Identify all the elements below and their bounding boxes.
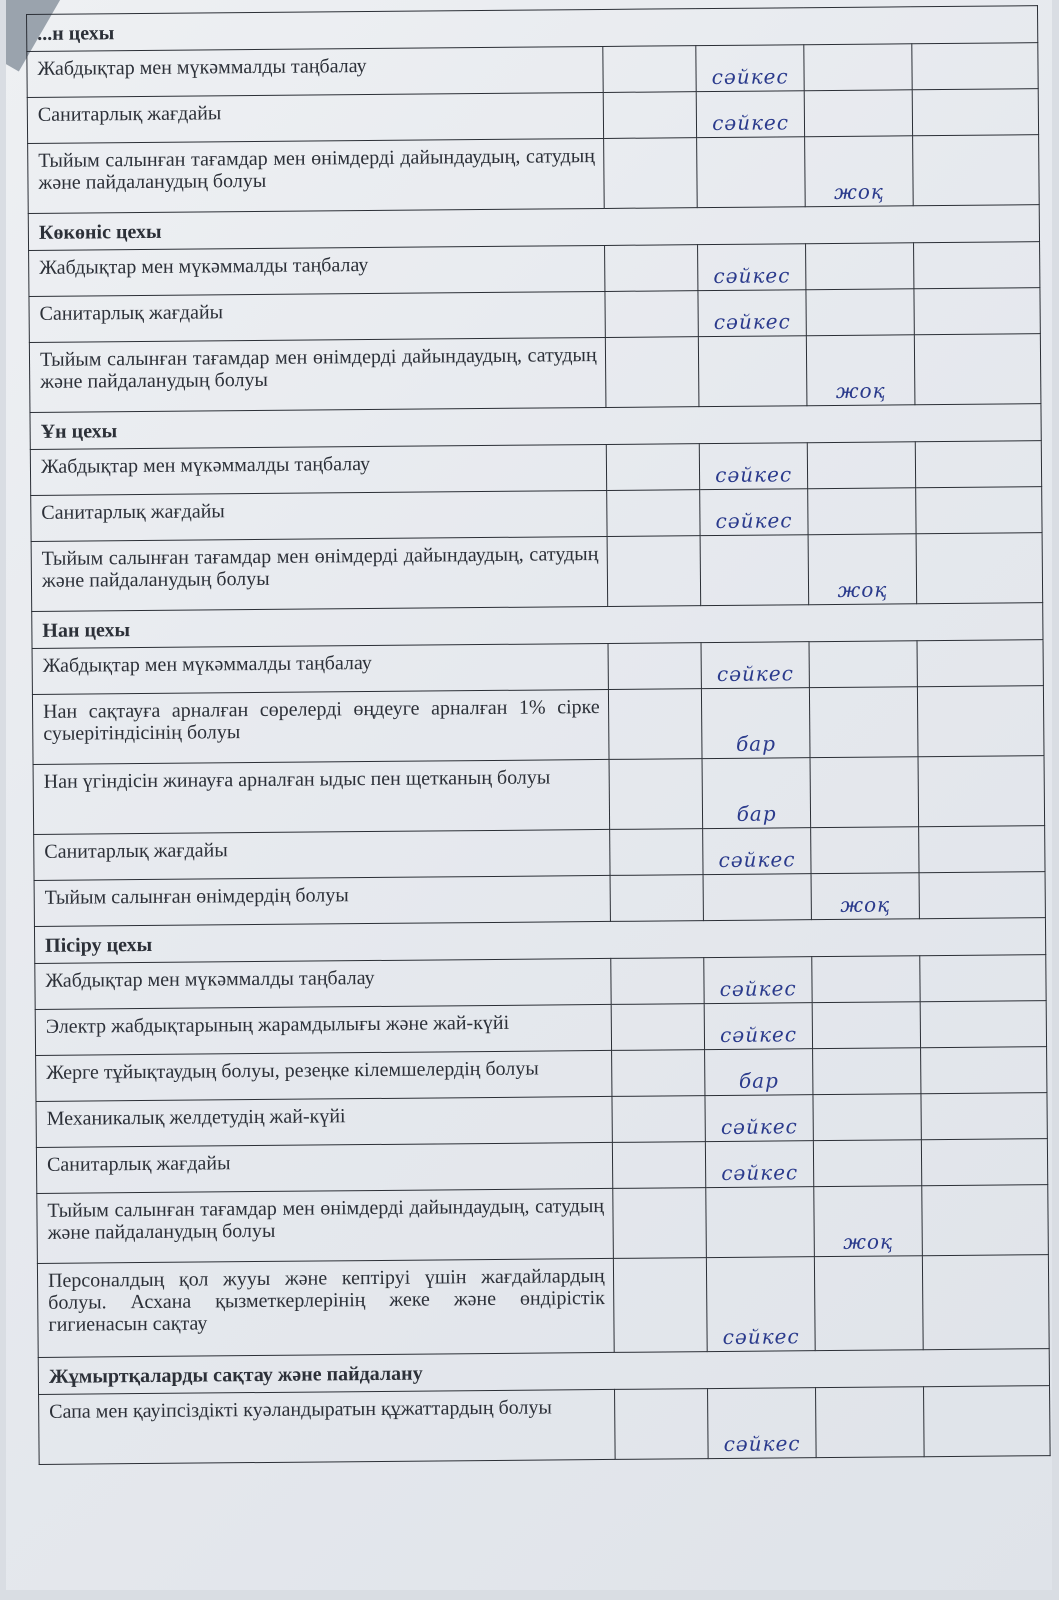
mark-cell bbox=[699, 336, 807, 407]
criterion-label: Тыйым салынған тағамдар мен өнімдерді дайындаудың, сатудың және пайдаланудың болуы bbox=[29, 337, 605, 412]
handwritten-mark: жоқ bbox=[833, 179, 885, 204]
mark-cell bbox=[912, 89, 1039, 136]
criterion-label: Санитарлық жағдайы bbox=[29, 291, 605, 342]
mark-cell bbox=[809, 687, 917, 758]
mark-cell bbox=[922, 1255, 1049, 1350]
mark-cell bbox=[698, 244, 806, 291]
mark-cell bbox=[610, 875, 704, 922]
mark-cell bbox=[605, 337, 699, 408]
section-title: Көкөніс цехы bbox=[28, 205, 1039, 251]
mark-cell bbox=[808, 488, 916, 535]
mark-cell bbox=[813, 1048, 921, 1095]
mark-cell bbox=[811, 873, 919, 920]
handwritten-mark: сәйкес bbox=[713, 263, 791, 289]
mark-cell bbox=[920, 955, 1047, 1002]
mark-cell bbox=[805, 136, 913, 207]
criterion-label: Нан үгіндісін жинауға арналған ыдыс пен щетканың болуы bbox=[33, 759, 609, 834]
handwritten-mark: сәйкес bbox=[713, 309, 791, 335]
handwritten-mark: жоқ bbox=[835, 378, 886, 403]
mark-cell bbox=[813, 1094, 921, 1141]
mark-cell bbox=[806, 289, 914, 336]
table-row bbox=[32, 686, 1044, 765]
criterion-label: Тыйым салынған өнімдердің болуы bbox=[34, 875, 610, 926]
mark-cell bbox=[813, 1140, 921, 1187]
mark-cell bbox=[700, 535, 808, 606]
mark-cell bbox=[706, 1187, 814, 1258]
mark-cell bbox=[612, 1096, 706, 1143]
section-title: Жұмыртқаларды сақтау және пайдалану bbox=[38, 1349, 1049, 1395]
criterion-label: Механикалық желдетудің жай-күйі bbox=[36, 1096, 612, 1147]
handwritten-mark: сәйкес bbox=[720, 1114, 798, 1139]
mark-cell bbox=[917, 686, 1044, 757]
table-row bbox=[33, 756, 1045, 835]
table-row bbox=[37, 1255, 1049, 1358]
table-row bbox=[29, 334, 1041, 413]
criterion-label: Жабдықтар мен мүкәммалды таңбалау bbox=[35, 958, 611, 1009]
mark-cell bbox=[612, 1188, 706, 1259]
mark-cell bbox=[923, 1386, 1050, 1457]
mark-cell bbox=[608, 643, 702, 690]
handwritten-mark: сәйкес bbox=[722, 1324, 800, 1349]
mark-cell bbox=[804, 44, 912, 91]
criterion-label: Жабдықтар мен мүкәммалды таңбалау bbox=[30, 444, 606, 495]
criterion-label: Тыйым салынған тағамдар мен өнімдерді дайындаудың, сатудың және пайдаланудың болуы bbox=[31, 536, 607, 611]
mark-cell bbox=[604, 245, 698, 292]
mark-cell bbox=[608, 689, 702, 760]
handwritten-mark: сәйкес bbox=[712, 110, 790, 136]
mark-cell bbox=[920, 1001, 1047, 1048]
table-row bbox=[31, 533, 1043, 612]
handwritten-mark: сәйкес bbox=[723, 1431, 801, 1456]
handwritten-mark: сәйкес bbox=[719, 976, 797, 1001]
mark-cell bbox=[614, 1389, 708, 1460]
mark-cell bbox=[912, 135, 1039, 206]
mark-cell bbox=[804, 90, 912, 137]
table-row bbox=[37, 1185, 1049, 1264]
mark-cell bbox=[808, 534, 916, 605]
criterion-label: Жабдықтар мен мүкәммалды таңбалау bbox=[32, 643, 608, 694]
handwritten-mark: сәйкес bbox=[718, 847, 796, 872]
mark-cell bbox=[810, 757, 918, 828]
handwritten-mark: жоқ bbox=[837, 577, 888, 602]
handwritten-mark: жоқ bbox=[843, 1229, 894, 1254]
handwritten-mark: бар bbox=[735, 731, 777, 756]
mark-cell bbox=[702, 758, 810, 829]
criterion-label: Санитарлық жағдайы bbox=[34, 829, 610, 880]
mark-cell bbox=[917, 640, 1044, 687]
criterion-label: Санитарлық жағдайы bbox=[31, 490, 607, 541]
mark-cell bbox=[921, 1093, 1048, 1140]
mark-cell bbox=[704, 1003, 812, 1050]
mark-cell bbox=[611, 1004, 705, 1051]
mark-cell bbox=[696, 45, 804, 92]
table-row bbox=[28, 135, 1040, 214]
mark-cell bbox=[708, 1388, 816, 1459]
mark-cell bbox=[920, 1047, 1047, 1094]
mark-cell bbox=[806, 335, 914, 406]
mark-cell bbox=[919, 872, 1046, 919]
mark-cell bbox=[918, 756, 1045, 827]
mark-cell bbox=[700, 489, 808, 536]
mark-cell bbox=[809, 641, 917, 688]
mark-cell bbox=[922, 1185, 1049, 1256]
handwritten-mark: сәйкес bbox=[721, 1160, 799, 1185]
mark-cell bbox=[915, 487, 1042, 534]
mark-cell bbox=[699, 443, 807, 490]
mark-cell bbox=[918, 826, 1045, 873]
mark-cell bbox=[706, 1141, 814, 1188]
mark-cell bbox=[707, 1257, 816, 1352]
section-title: Ұн цехы bbox=[30, 404, 1041, 450]
mark-cell bbox=[605, 291, 699, 338]
mark-cell bbox=[921, 1139, 1048, 1186]
mark-cell bbox=[705, 1095, 813, 1142]
mark-cell bbox=[914, 288, 1041, 335]
handwritten-mark: сәйкес bbox=[719, 1022, 798, 1047]
mark-cell bbox=[814, 1186, 922, 1257]
mark-cell bbox=[697, 137, 805, 208]
mark-cell bbox=[612, 1142, 706, 1189]
mark-cell bbox=[703, 828, 811, 875]
mark-cell bbox=[807, 442, 915, 489]
section-title: Нан цехы bbox=[32, 603, 1043, 649]
criterion-label: Санитарлық жағдайы bbox=[27, 92, 603, 143]
mark-cell bbox=[916, 533, 1043, 604]
mark-cell bbox=[812, 956, 920, 1003]
criterion-label: Тыйым салынған тағамдар мен өнімдерді дайындаудың, сатудың және пайдаланудың болуы bbox=[28, 138, 604, 213]
mark-cell bbox=[913, 242, 1040, 289]
criterion-label: Санитарлық жағдайы bbox=[36, 1142, 612, 1193]
handwritten-mark: сәйкес bbox=[716, 661, 794, 686]
handwritten-mark: жоқ bbox=[840, 892, 891, 917]
criterion-label: Нан сақтауға арналған сөрелерді өңдеуге арналған 1% сірке суыерітіндісінің болуы bbox=[32, 689, 608, 764]
mark-cell bbox=[812, 1002, 920, 1049]
criterion-label: Жабдықтар мен мүкәммалды таңбалау bbox=[29, 245, 605, 296]
criterion-label: Жерге тұйықтаудың болуы, резеңке кілемшелердің болуы bbox=[36, 1050, 612, 1101]
criterion-label: Тыйым салынған тағамдар мен өнімдерді дайындаудың, сатудың және пайдаланудың болуы bbox=[37, 1188, 613, 1263]
mark-cell bbox=[607, 536, 701, 607]
mark-cell bbox=[702, 688, 810, 759]
mark-cell bbox=[703, 874, 811, 921]
mark-cell bbox=[696, 91, 804, 138]
section-title: ...н цехы bbox=[27, 6, 1038, 52]
mark-cell bbox=[816, 1387, 924, 1458]
criterion-label: Сапа мен қауіпсіздікті куәландыратын құжаттардың болуы bbox=[39, 1389, 615, 1464]
mark-cell bbox=[701, 642, 809, 689]
mark-cell bbox=[806, 243, 914, 290]
mark-cell bbox=[613, 1258, 707, 1353]
mark-cell bbox=[912, 43, 1039, 90]
mark-cell bbox=[609, 829, 703, 876]
mark-cell bbox=[811, 827, 919, 874]
mark-cell bbox=[602, 46, 696, 93]
document-page bbox=[6, 0, 1052, 1590]
handwritten-mark: бар bbox=[738, 1068, 780, 1093]
mark-cell bbox=[914, 334, 1041, 405]
mark-cell bbox=[603, 92, 697, 139]
mark-cell bbox=[611, 1050, 705, 1097]
criterion-label: Электр жабдықтарының жарамдылығы және жай-күйі bbox=[35, 1004, 611, 1055]
handwritten-mark: бар bbox=[736, 801, 777, 826]
mark-cell bbox=[814, 1256, 923, 1351]
criterion-label: Персоналдың қол жууы және кептіруі үшін жағдайлардың болуы. Асхана қызметкерлерінің жеке және өндірістік гигиенасын сақтау bbox=[37, 1258, 613, 1357]
inspection-table bbox=[26, 5, 1051, 1465]
section-title: Пісіру цехы bbox=[34, 918, 1045, 964]
mark-cell bbox=[603, 138, 697, 209]
mark-cell bbox=[609, 759, 703, 830]
mark-cell bbox=[698, 290, 806, 337]
handwritten-mark: сәйкес bbox=[711, 64, 789, 90]
mark-cell bbox=[606, 444, 700, 491]
handwritten-mark: сәйкес bbox=[715, 462, 793, 488]
handwritten-mark: сәйкес bbox=[715, 508, 793, 534]
mark-cell bbox=[705, 1049, 813, 1096]
mark-cell bbox=[915, 441, 1042, 488]
table-row bbox=[39, 1386, 1051, 1465]
criterion-label: Жабдықтар мен мүкәммалды таңбалау bbox=[27, 46, 603, 97]
mark-cell bbox=[610, 958, 704, 1005]
mark-cell bbox=[704, 957, 812, 1004]
mark-cell bbox=[606, 490, 700, 537]
